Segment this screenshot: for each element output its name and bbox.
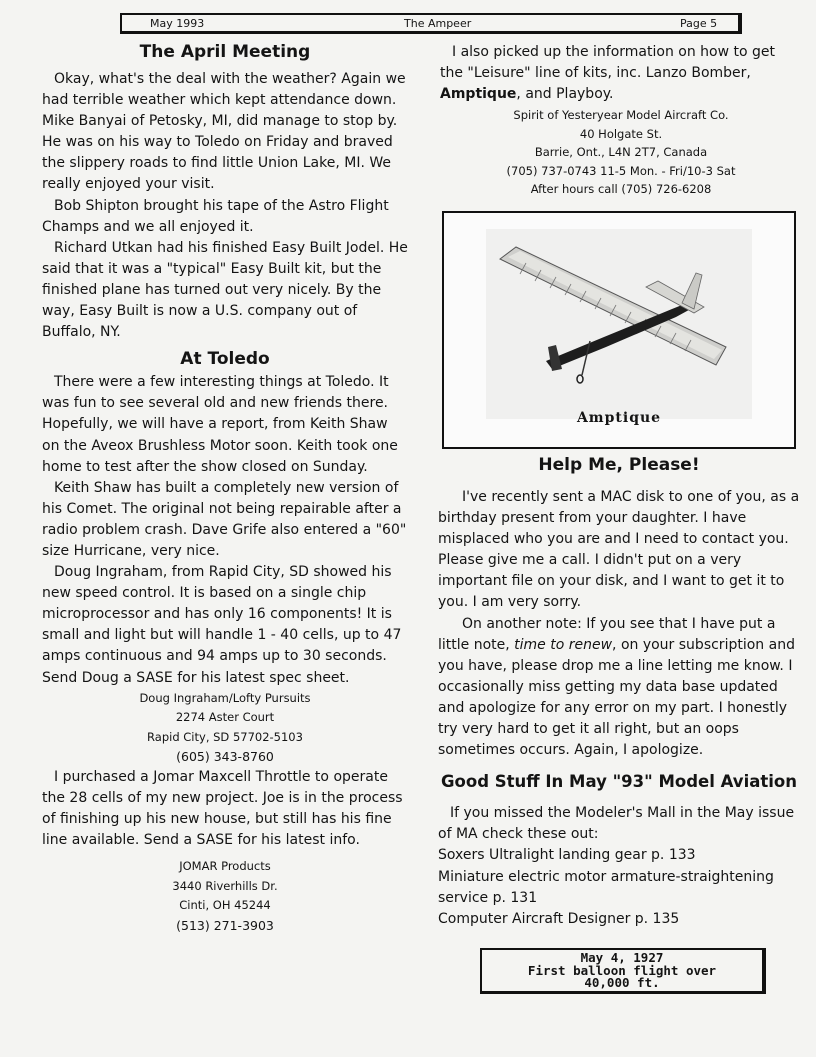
help-text: On another note: If you see that I have put a little note, bbox=[438, 615, 776, 653]
help-text-end: , on your subscription and you have, please drop me a line letting me know. I occasionally miss getting my data base updated and apologize for any error on my part. I honestly try very hard to get it all right, but an oops sometimes occurs. Again, I apologize. bbox=[438, 636, 795, 759]
jomar-address-line: 3440 Riverhills Dr. bbox=[172, 878, 278, 893]
left-column bbox=[42, 39, 408, 935]
ingraham-address-line: Rapid City, SD 57702-5103 bbox=[147, 729, 303, 744]
toledo-paragraph-1: There were a few interesting things at Toledo. It was fun to see several old and new friends there. Hopefully, we will have a report, from Keith Shaw on the Aveox Brushless Motor soon. Keith took one home to test after the show closed on Sunday. bbox=[42, 374, 398, 475]
jomar-address-line: Cinti, OH 45244 bbox=[179, 898, 271, 912]
toledo-paragraph-2: Keith Shaw has built a completely new version of his Comet. The original not being repairable after a radio problem crash. Dave Grife also entered a "60" size Hurricane, very nice. bbox=[42, 479, 407, 559]
amptique-bold: Amptique bbox=[440, 86, 517, 103]
amptique-photo-frame bbox=[442, 211, 796, 449]
page-header bbox=[120, 13, 742, 34]
amptique-photo bbox=[486, 229, 752, 419]
help-heading: Help Me, Please! bbox=[538, 455, 700, 475]
spirit-address-line: Barrie, Ont., L4N 2T7, Canada bbox=[534, 145, 708, 160]
good-stuff-item: Soxers Ultralight landing gear p. 133 bbox=[438, 847, 696, 864]
toledo-heading: At Toledo bbox=[180, 349, 270, 370]
leisure-text: I also picked up the information on how to get the "Leisure" line of kits, inc. Lanzo Bomber, bbox=[440, 44, 775, 82]
april-paragraph-2: Bob Shipton brought his tape of the Astro Flight Champs and we all enjoyed it. bbox=[42, 197, 389, 235]
leisure-paragraph bbox=[440, 42, 802, 105]
spirit-address-line: After hours call (705) 726-6208 bbox=[530, 182, 712, 197]
renew-emphasis: time to renew bbox=[514, 636, 613, 653]
airplane-illustration bbox=[486, 229, 752, 419]
jomar-address-line: JOMAR Products bbox=[179, 859, 271, 873]
header-date: May 1993 bbox=[150, 17, 205, 30]
callout-text: First balloon flight over bbox=[527, 962, 717, 978]
jomar-phone: (513) 271-3903 bbox=[176, 917, 274, 933]
good-stuff-heading: Good Stuff In May "93" Model Aviation bbox=[441, 772, 797, 792]
toledo-paragraph-4: I purchased a Jomar Maxcell Throttle to operate the 28 cells of my new project. Joe is in the process of finishing up his new house, but still has his fine line available. Send a SASE for his latest info. bbox=[42, 768, 403, 848]
photo-caption: Amptique bbox=[576, 410, 662, 426]
april-paragraph-3: Richard Utkan had his finished Easy Built Jodel. He said that it was a "typical" Easy Built kit, but the finished plane has turned out very nicely. By the way, Easy Built is now a U.S. company out of Buffalo, NY. bbox=[42, 239, 408, 341]
spirit-address-line: Spirit of Yesteryear Model Aircraft Co. bbox=[513, 108, 729, 123]
ingraham-address-line: 2274 Aster Court bbox=[175, 710, 275, 725]
header-page: Page 5 bbox=[680, 17, 718, 30]
spirit-address-line: 40 Holgate St. bbox=[579, 126, 663, 141]
april-meeting-heading: The April Meeting bbox=[139, 42, 311, 62]
good-stuff-item: Miniature electric motor armature-straightening service p. 131 bbox=[438, 868, 774, 906]
right-column-top bbox=[440, 42, 802, 199]
leisure-text-end: , and Playboy. bbox=[516, 86, 614, 103]
ingraham-phone: (605) 343-8760 bbox=[176, 749, 274, 765]
callout-text: 40,000 ft. bbox=[584, 975, 660, 990]
jomar-address bbox=[42, 857, 408, 935]
april-paragraph-1: Okay, what's the deal with the weather? Again we had terrible weather which kept attendance down. Mike Banyai of Petosky, MI, did manage to stop by. He was on his way to Toledo on Friday and braved the slippery roads to find little Union Lake, MI. We really enjoyed your visit. bbox=[42, 71, 406, 193]
spirit-address bbox=[440, 106, 802, 199]
toledo-paragraph-3: Doug Ingraham, from Rapid City, SD showed his new speed control. It is based on a single chip microprocessor and has only 16 components! It is small and light but will handle 1 - 40 cells, up to 47 amps continuous and 94 amps up to 30 seconds. Send Doug a SASE for his latest spec sheet. bbox=[42, 564, 402, 686]
ingraham-address bbox=[42, 689, 408, 767]
callout-date: May 4, 1927 bbox=[580, 950, 664, 965]
good-stuff-item: Computer Aircraft Designer p. 135 bbox=[438, 910, 680, 927]
help-paragraph-1: I've recently sent a MAC disk to one of you, as a birthday present from your daughter. I have misplaced who you are and I need to contact you. Please give me a call. I didn't put on a very important file on your disk, and I want to get it to you. I am very sorry. bbox=[438, 489, 800, 611]
right-column-bottom bbox=[438, 452, 800, 930]
header-title: The Ampeer bbox=[404, 17, 472, 30]
ingraham-address-line: Doug Ingraham/Lofty Pursuits bbox=[139, 690, 311, 705]
good-stuff-intro: If you missed the Modeler's Mall in the May issue of MA check these out: bbox=[438, 805, 795, 843]
spirit-address-line: (705) 737-0743 11-5 Mon. - Fri/10-3 Sat bbox=[506, 163, 736, 178]
history-callout-box bbox=[480, 948, 766, 994]
help-paragraph-2 bbox=[438, 614, 800, 762]
